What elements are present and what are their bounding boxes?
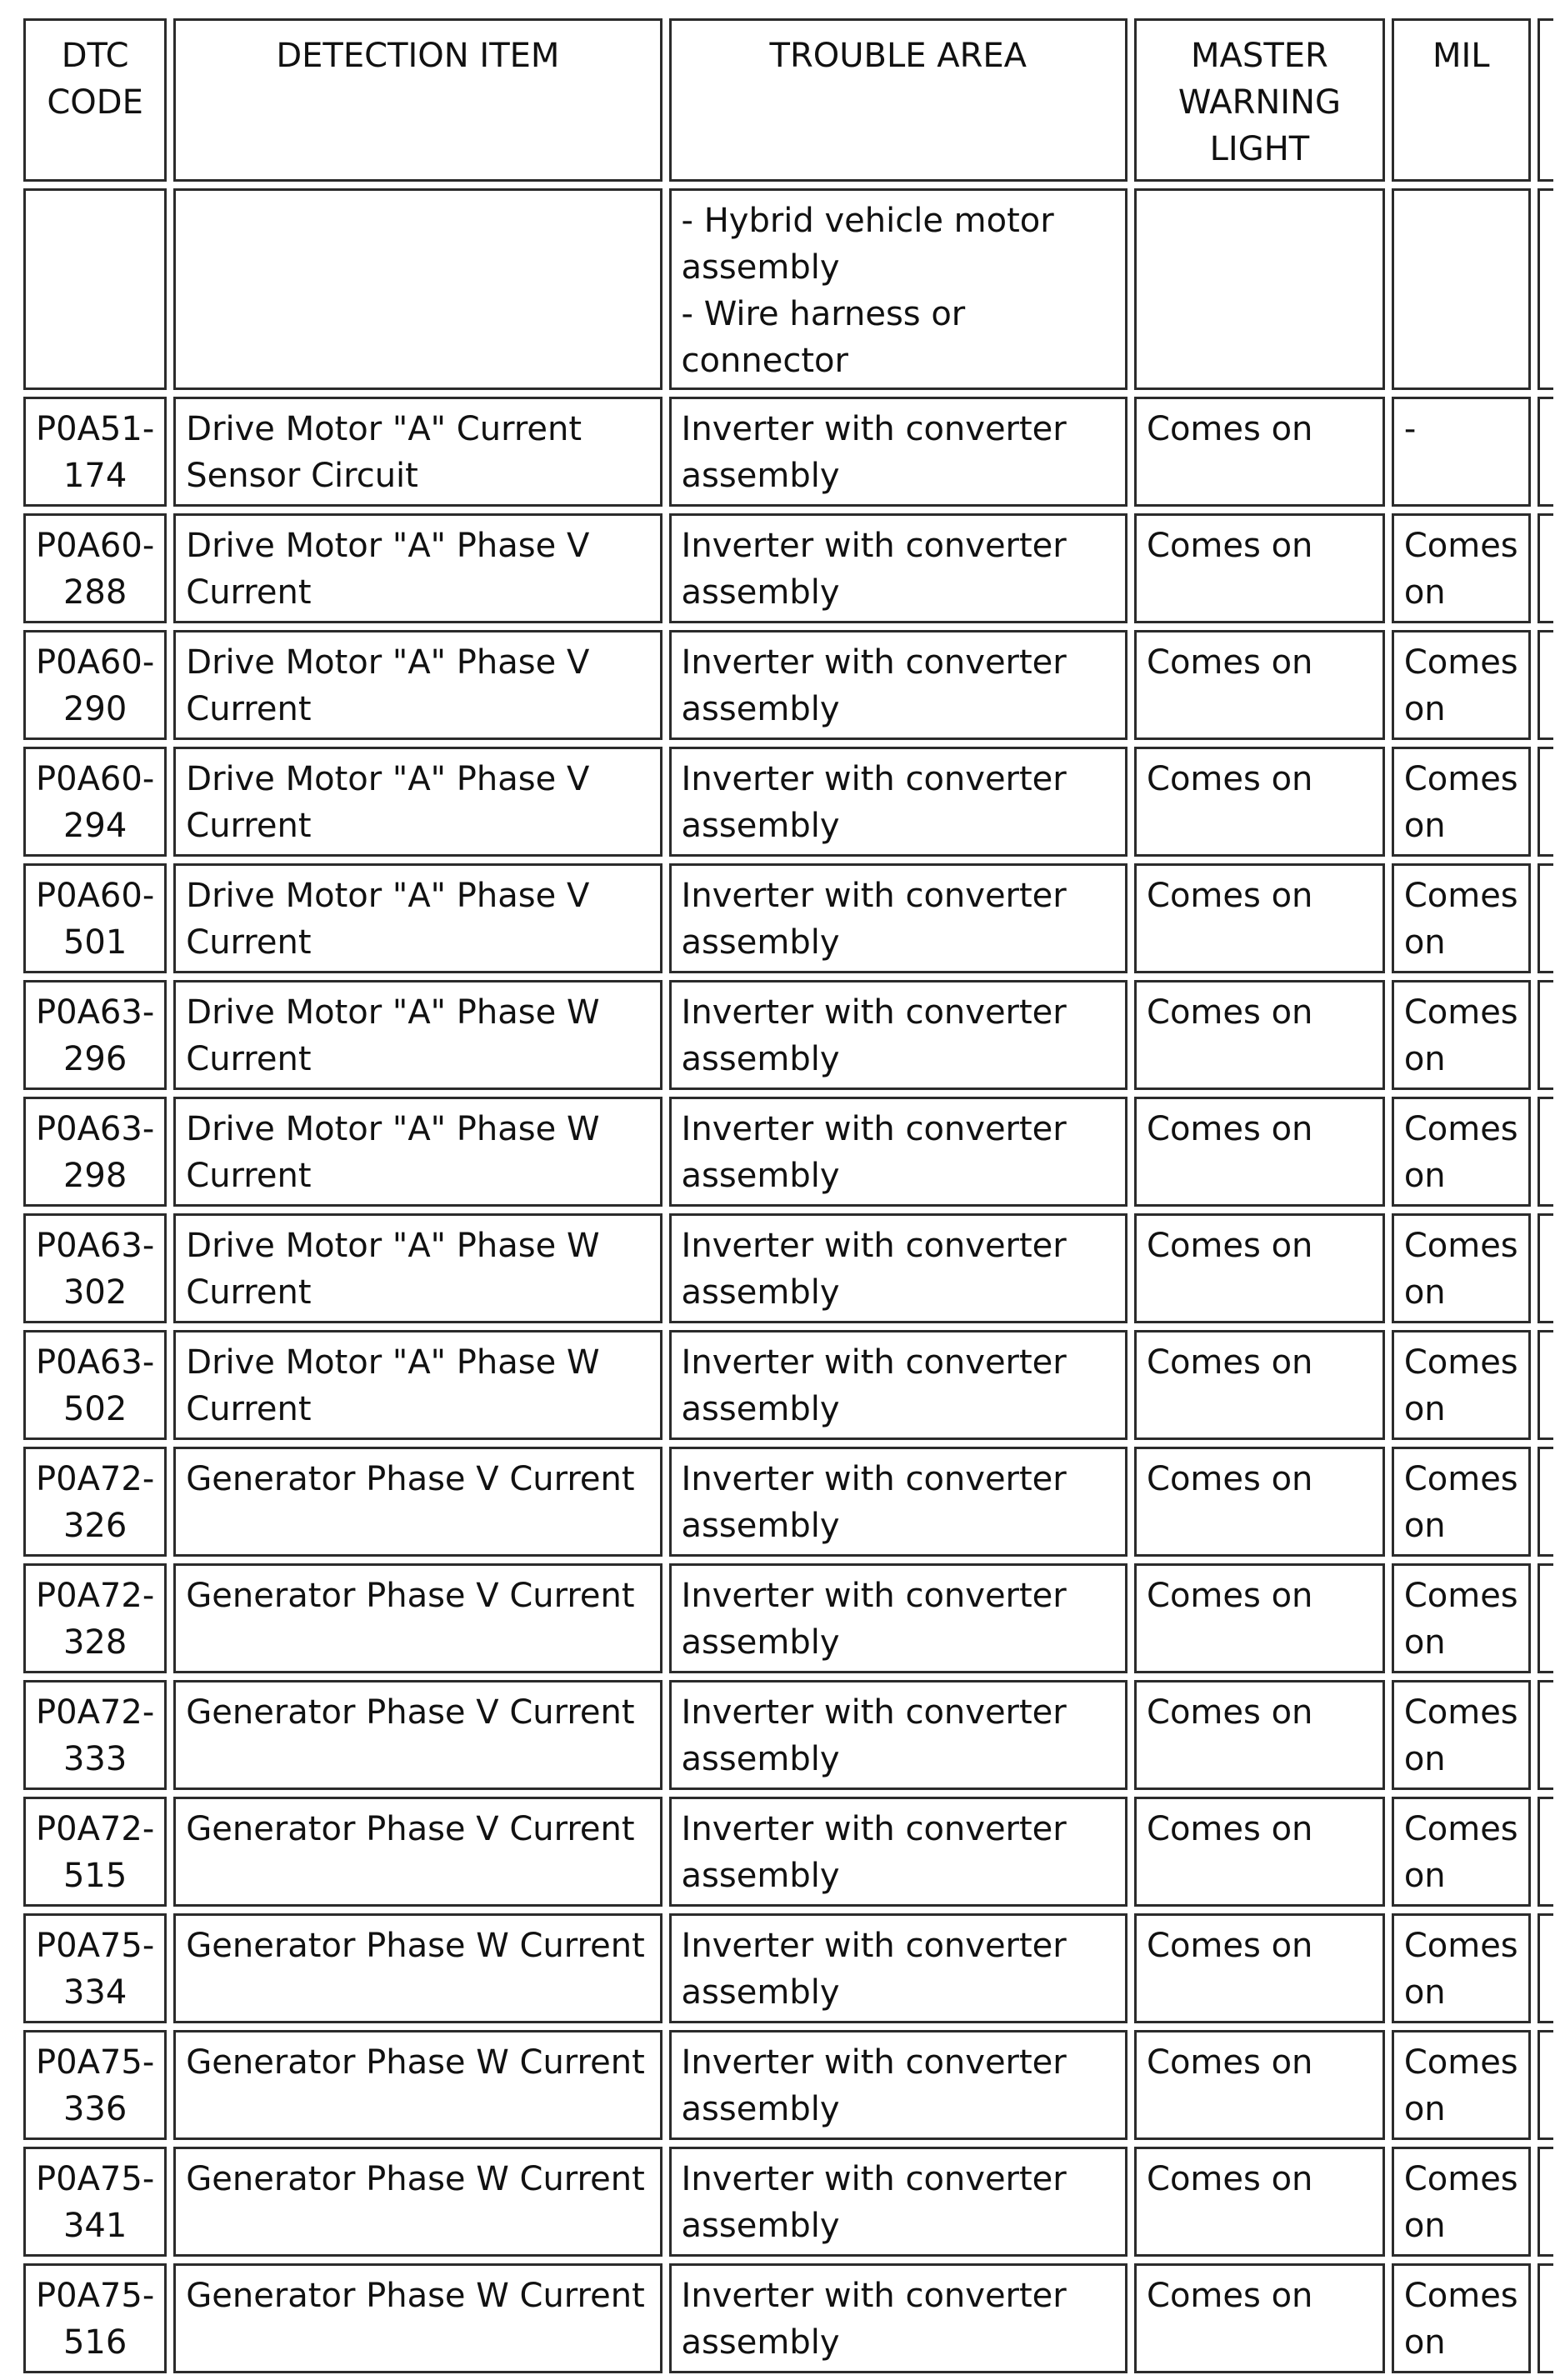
- table-row: [23, 1913, 1553, 2023]
- mil-cell: Comes on: [1392, 980, 1531, 1090]
- master-warning-light-cell: Comes on: [1134, 1797, 1385, 1907]
- detection-item-cell: Drive Motor "A" Phase W Current: [173, 1330, 662, 1440]
- header-master-warning-light: MASTER WARNING LIGHT: [1134, 18, 1385, 182]
- table-edge-cell: [1538, 397, 1553, 507]
- trouble-area-cell: Inverter with converter assembly: [669, 2147, 1128, 2257]
- detection-item-cell: Drive Motor "A" Phase V Current: [173, 747, 662, 857]
- trouble-area-item: - Hybrid vehicle motor assembly: [681, 202, 1054, 287]
- table-edge-cell: [1538, 1330, 1553, 1440]
- mil-cell: Comes on: [1392, 1213, 1531, 1323]
- table-row: [23, 2030, 1553, 2140]
- mil-cell: Comes on: [1392, 2147, 1531, 2257]
- table-edge-cell: [1538, 863, 1553, 973]
- trouble-area-cell: Inverter with converter assembly: [669, 2263, 1128, 2373]
- master-warning-light-cell: Comes on: [1134, 1563, 1385, 1673]
- detection-item-cell: Drive Motor "A" Phase V Current: [173, 513, 662, 623]
- detection-item-cell: Drive Motor "A" Current Sensor Circuit: [173, 397, 662, 507]
- table-row: [23, 1563, 1553, 1673]
- master-warning-light-cell: Comes on: [1134, 1913, 1385, 2023]
- mil-cell: Comes on: [1392, 863, 1531, 973]
- trouble-area-cell: Inverter with converter assembly: [669, 863, 1128, 973]
- dtc-table: [17, 12, 1560, 2380]
- trouble-area-cell: Inverter with converter assembly: [669, 2030, 1128, 2140]
- mil-cell: Comes on: [1392, 513, 1531, 623]
- master-warning-light-cell: Comes on: [1134, 513, 1385, 623]
- trouble-area-cell: Inverter with converter assembly: [669, 1913, 1128, 2023]
- dtc-code-cell: P0A51-174: [23, 397, 167, 507]
- continued-master-warning-light: [1134, 188, 1385, 390]
- dtc-code-cell: P0A60-294: [23, 747, 167, 857]
- detection-item-cell: Generator Phase V Current: [173, 1797, 662, 1907]
- table-edge-cell: [1538, 1097, 1553, 1207]
- table-row: [23, 1797, 1553, 1907]
- mil-cell: Comes on: [1392, 1913, 1531, 2023]
- dtc-code-cell: P0A63-502: [23, 1330, 167, 1440]
- header-dtc-code: DTC CODE: [23, 18, 167, 182]
- table-edge-cell: [1538, 18, 1553, 182]
- table-row: [23, 2147, 1553, 2257]
- header-trouble-area: TROUBLE AREA: [669, 18, 1128, 182]
- detection-item-cell: Drive Motor "A" Phase V Current: [173, 863, 662, 973]
- trouble-area-cell: Inverter with converter assembly: [669, 747, 1128, 857]
- master-warning-light-cell: Comes on: [1134, 747, 1385, 857]
- trouble-area-cell: Inverter with converter assembly: [669, 1213, 1128, 1323]
- detection-item-cell: Generator Phase W Current: [173, 2030, 662, 2140]
- detection-item-cell: Generator Phase V Current: [173, 1680, 662, 1790]
- detection-item-cell: Drive Motor "A" Phase W Current: [173, 1097, 662, 1207]
- continued-mil: [1392, 188, 1531, 390]
- table-edge-cell: [1538, 1213, 1553, 1323]
- trouble-area-cell: Inverter with converter assembly: [669, 513, 1128, 623]
- master-warning-light-cell: Comes on: [1134, 863, 1385, 973]
- dtc-code-cell: P0A60-290: [23, 630, 167, 740]
- detection-item-cell: Generator Phase W Current: [173, 2147, 662, 2257]
- table-body: [23, 188, 1553, 2373]
- dtc-code-cell: P0A75-516: [23, 2263, 167, 2373]
- continued-row: [23, 188, 1553, 390]
- mil-cell: Comes on: [1392, 1563, 1531, 1673]
- trouble-area-cell: Inverter with converter assembly: [669, 980, 1128, 1090]
- continued-dtc-code: [23, 188, 167, 390]
- mil-cell: Comes on: [1392, 1097, 1531, 1207]
- trouble-area-cell: Inverter with converter assembly: [669, 630, 1128, 740]
- header-mil: MIL: [1392, 18, 1531, 182]
- dtc-code-cell: P0A72-333: [23, 1680, 167, 1790]
- master-warning-light-cell: Comes on: [1134, 2263, 1385, 2373]
- table-edge-cell: [1538, 188, 1553, 390]
- dtc-code-cell: P0A75-341: [23, 2147, 167, 2257]
- detection-item-cell: Drive Motor "A" Phase W Current: [173, 1213, 662, 1323]
- table-edge-cell: [1538, 980, 1553, 1090]
- trouble-area-cell: Inverter with converter assembly: [669, 397, 1128, 507]
- dtc-code-cell: P0A60-501: [23, 863, 167, 973]
- mil-cell: Comes on: [1392, 1680, 1531, 1790]
- detection-item-cell: Drive Motor "A" Phase V Current: [173, 630, 662, 740]
- trouble-area-cell: Inverter with converter assembly: [669, 1330, 1128, 1440]
- master-warning-light-cell: Comes on: [1134, 1330, 1385, 1440]
- master-warning-light-cell: Comes on: [1134, 1447, 1385, 1557]
- trouble-area-cell: Inverter with converter assembly: [669, 1797, 1128, 1907]
- trouble-area-list: [682, 198, 1115, 384]
- trouble-area-item: - Wire harness or connector: [681, 295, 966, 380]
- table-edge-cell: [1538, 1447, 1553, 1557]
- table-row: [23, 1680, 1553, 1790]
- master-warning-light-cell: Comes on: [1134, 2147, 1385, 2257]
- table-edge-cell: [1538, 1563, 1553, 1673]
- table-row: [23, 980, 1553, 1090]
- master-warning-light-cell: Comes on: [1134, 630, 1385, 740]
- header-detection-item: DETECTION ITEM: [173, 18, 662, 182]
- table-row: [23, 2263, 1553, 2373]
- table-row: [23, 863, 1553, 973]
- dtc-code-cell: P0A72-328: [23, 1563, 167, 1673]
- dtc-code-cell: P0A63-296: [23, 980, 167, 1090]
- table-edge-cell: [1538, 2030, 1553, 2140]
- trouble-area-cell: Inverter with converter assembly: [669, 1447, 1128, 1557]
- detection-item-cell: Generator Phase W Current: [173, 2263, 662, 2373]
- table-row: [23, 397, 1553, 507]
- master-warning-light-cell: Comes on: [1134, 1097, 1385, 1207]
- table-row: [23, 513, 1553, 623]
- dtc-code-cell: P0A63-298: [23, 1097, 167, 1207]
- dtc-code-cell: P0A60-288: [23, 513, 167, 623]
- table-edge-cell: [1538, 630, 1553, 740]
- master-warning-light-cell: Comes on: [1134, 1680, 1385, 1790]
- trouble-area-cell: Inverter with converter assembly: [669, 1680, 1128, 1790]
- table-edge-cell: [1538, 1913, 1553, 2023]
- detection-item-cell: Generator Phase V Current: [173, 1563, 662, 1673]
- detection-item-cell: Generator Phase V Current: [173, 1447, 662, 1557]
- trouble-area-cell: Inverter with converter assembly: [669, 1097, 1128, 1207]
- mil-cell: Comes on: [1392, 630, 1531, 740]
- table-edge-cell: [1538, 1797, 1553, 1907]
- mil-cell: Comes on: [1392, 747, 1531, 857]
- dtc-code-cell: P0A72-515: [23, 1797, 167, 1907]
- table-edge-cell: [1538, 513, 1553, 623]
- continued-detection-item: [173, 188, 662, 390]
- master-warning-light-cell: Comes on: [1134, 397, 1385, 507]
- mil-cell: Comes on: [1392, 1797, 1531, 1907]
- detection-item-cell: Drive Motor "A" Phase W Current: [173, 980, 662, 1090]
- table-row: [23, 630, 1553, 740]
- dtc-code-cell: P0A63-302: [23, 1213, 167, 1323]
- mil-cell: Comes on: [1392, 1447, 1531, 1557]
- mil-cell: Comes on: [1392, 2263, 1531, 2373]
- mil-cell: Comes on: [1392, 2030, 1531, 2140]
- table-edge-cell: [1538, 2147, 1553, 2257]
- table-row: [23, 1447, 1553, 1557]
- table-edge-cell: [1538, 1680, 1553, 1790]
- table-row: [23, 1213, 1553, 1323]
- trouble-area-cell: Inverter with converter assembly: [669, 1563, 1128, 1673]
- master-warning-light-cell: Comes on: [1134, 2030, 1385, 2140]
- table-row: [23, 747, 1553, 857]
- table-edge-cell: [1538, 747, 1553, 857]
- dtc-code-cell: P0A72-326: [23, 1447, 167, 1557]
- table-header-row: [23, 18, 1553, 182]
- master-warning-light-cell: Comes on: [1134, 980, 1385, 1090]
- master-warning-light-cell: Comes on: [1134, 1213, 1385, 1323]
- detection-item-cell: Generator Phase W Current: [173, 1913, 662, 2023]
- table-row: [23, 1330, 1553, 1440]
- dtc-code-cell: P0A75-336: [23, 2030, 167, 2140]
- mil-cell: -: [1392, 397, 1531, 507]
- table-row: [23, 1097, 1553, 1207]
- table-edge-cell: [1538, 2263, 1553, 2373]
- continued-trouble-area: [669, 188, 1128, 390]
- mil-cell: Comes on: [1392, 1330, 1531, 1440]
- dtc-code-cell: P0A75-334: [23, 1913, 167, 2023]
